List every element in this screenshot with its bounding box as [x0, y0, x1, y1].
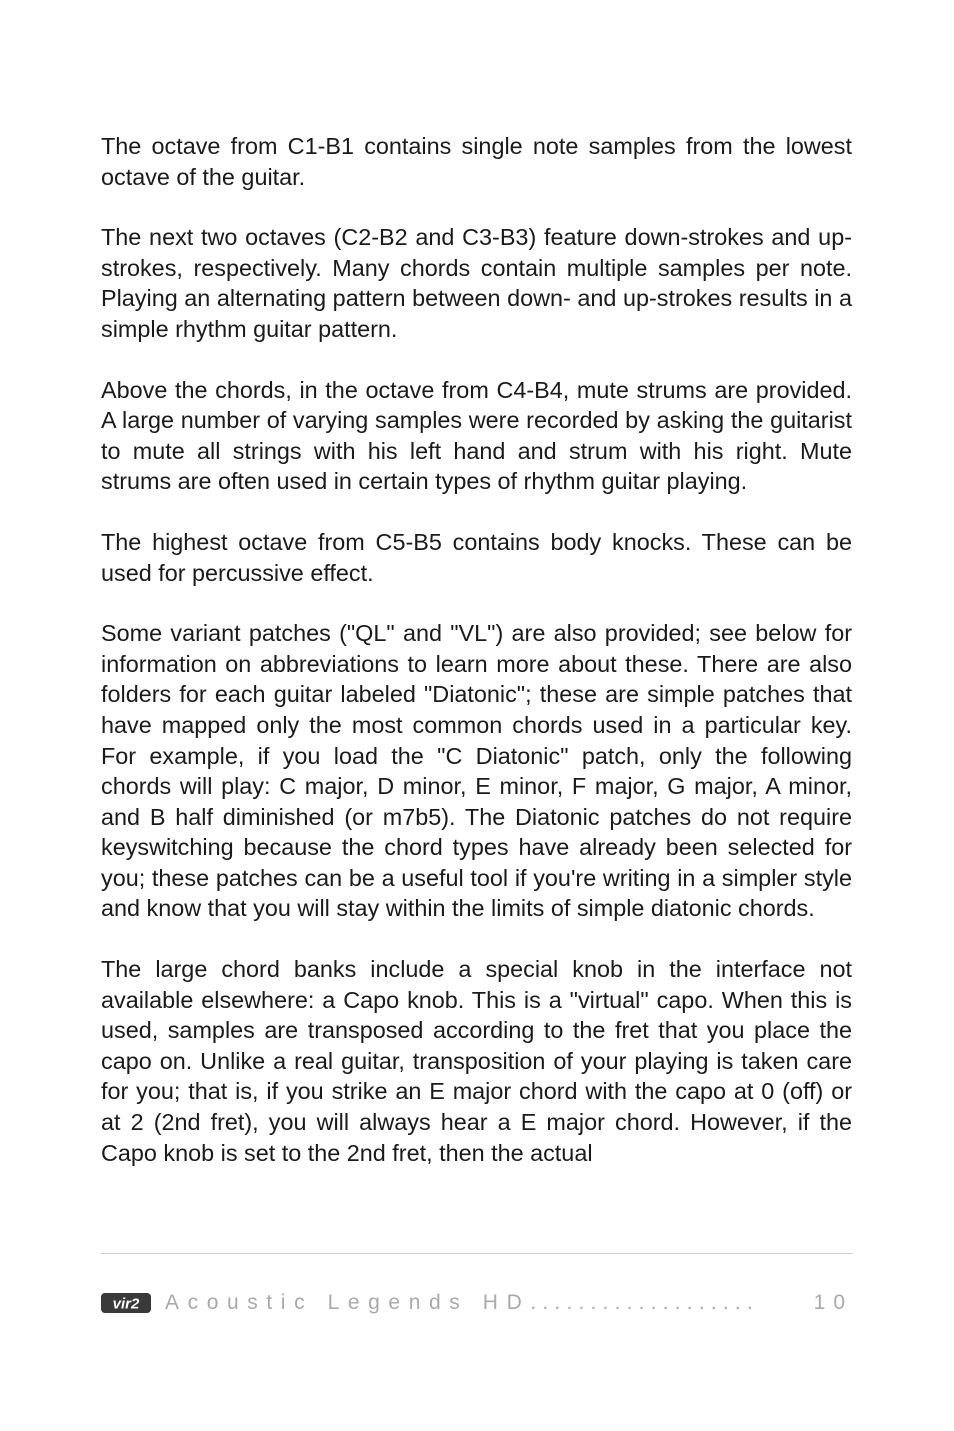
paragraph: Above the chords, in the octave from C4-B4, mute strums are provided. A large number of varying samples were recorded by asking the guitarist to mute all strings with his left hand and strum with his right. Mute strums are often used in certain types of rhythm guitar playing. [101, 376, 852, 495]
paragraph: The octave from C1-B1 contains single note samples from the lowest octave of the guitar. [101, 133, 852, 190]
document-title: Acoustic Legends HD [165, 1291, 531, 1314]
footer-divider [101, 1253, 853, 1254]
paragraph: The highest octave from C5-B5 contains body knocks. These can be used for percussive effect. [101, 528, 852, 586]
page-footer [101, 1288, 853, 1318]
page-body [101, 131, 852, 1198]
vir2-logo [101, 1292, 151, 1314]
paragraph: The next two octaves (C2-B2 and C3-B3) feature down-strokes and up-strokes, respectively. Many chords contain multiple samples per note. Playing an alternating pattern between down- and up-strokes results in a simple rhythm guitar pattern. [101, 224, 852, 342]
paragraph: The large chord banks include a special knob in the interface not available elsewhere: a Capo knob. This is a "virtual" capo. When this is used, samples are transposed according to the fret that you place the capo on. Unlike a real guitar, transposition of your playing is taken care for you; that is, if you strike an E major chord with the capo at 0 (off) or at 2 (2nd fret), you will always hear a E major chord. However, if the Capo knob is set to the 2nd fret, then the actual [101, 956, 852, 1166]
paragraph: Some variant patches ("QL" and "VL") are also provided; see below for information on abbreviations to learn more about these. There are also folders for each guitar labeled "Diatonic"; these are simple patches that have mapped only the most common chords used in a particular key. For example, if you load the "C Diatonic" patch, only the following chords will play: C major, D minor, E minor, F major, G major, A minor, and B half diminished (or m7b5). The Diatonic patches do not require keyswitching because the chord types have already been selected for you; these patches can be a useful tool if you're writing in a simpler style and know that you will stay within the limits of simple diatonic chords. [101, 620, 852, 922]
dot-leader: ................... [530, 1291, 759, 1314]
vir2-logo-mark [101, 1292, 151, 1314]
vir2-logo-text: vir2 [112, 1295, 140, 1313]
page-number: 10 [813, 1291, 853, 1314]
